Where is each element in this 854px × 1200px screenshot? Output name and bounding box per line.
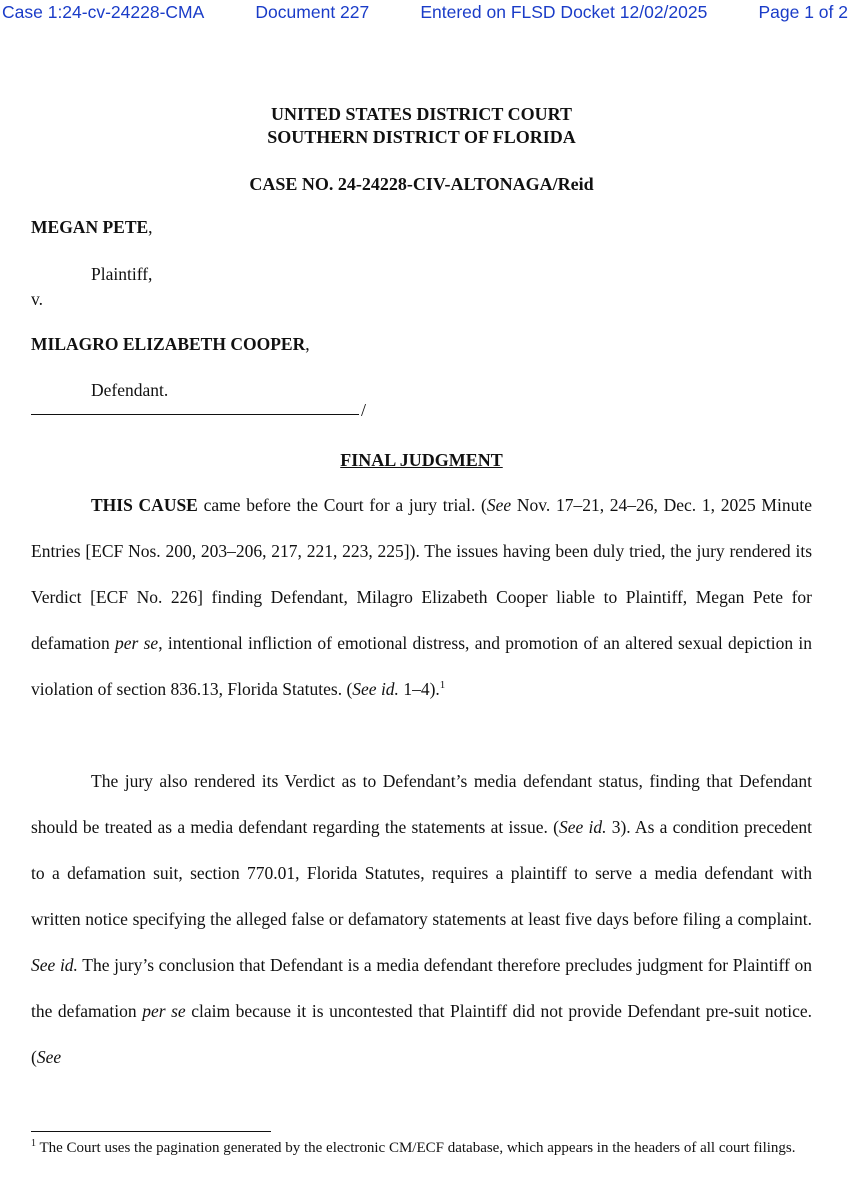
footnote-mark: 1 [31, 1138, 36, 1149]
p2-per-se: per se [142, 1001, 186, 1021]
p1-per-se: per se [115, 633, 159, 653]
plaintiff-comma: , [148, 217, 153, 237]
p2-see-id: See id. [558, 817, 607, 837]
header-case-number: Case 1:24-cv-24228-CMA [2, 2, 205, 22]
case-number: CASE NO. 24-24228-CIV-ALTONAGA/Reid [249, 174, 594, 194]
plaintiff-name-line [31, 217, 153, 238]
p2-text-2: 3). As a condition precedent to a defamation suit, section 770.01, Florida Statutes, requires a plaintiff to serve a media defendant with written notice specifying the alleged false or defamatory statements at least five days before filing a complaint. [31, 817, 812, 929]
p1-text-3: , intentional infliction of emotional distress, and promotion of an altered sexual depiction in violation of section 836.13, Florida Statutes. ( [31, 633, 813, 699]
document-title: FINAL JUDGMENT [340, 450, 503, 470]
plaintiff-role: Plaintiff, [91, 264, 153, 284]
ecf-header [0, 2, 854, 23]
p1-text-1: came before the Court for a jury trial. ( [197, 495, 487, 515]
footnote [31, 1139, 812, 1158]
header-docket-entry: Entered on FLSD Docket 12/02/2025 [420, 2, 708, 22]
p1-text-2: Nov. 17–21, 24–26, Dec. 1, 2025 Minute Entries [ECF Nos. 200, 203–206, 217, 221, 223, 225]). The issues having been duly tried, the jury rendered its Verdict [ECF No. 226] finding Defendant, Milagro Elizabeth Cooper liable to Plaintiff, Megan Pete for defamation [31, 495, 812, 653]
caption-rule [31, 414, 359, 415]
header-document-number: Document 227 [255, 2, 370, 22]
plaintiff-name: MEGAN PETE [31, 217, 149, 237]
versus: v. [31, 289, 43, 309]
p1-see-id: See id. [352, 679, 399, 699]
p2-text-4: claim because it is uncontested that Plaintiff did not provide Defendant pre-suit notice. ( [31, 1001, 812, 1067]
footnote-text: The Court uses the pagination generated by the electronic CM/ECF database, which appears in the headers of all court filings. [36, 1140, 796, 1156]
p2-see: See [36, 1047, 62, 1067]
defendant-name-line [31, 334, 310, 355]
p1-see: See [486, 495, 512, 515]
defendant-role: Defendant. [91, 380, 169, 400]
p2-text-3: The jury’s conclusion that Defendant is a media defendant therefore precludes judgment for Plaintiff on the defamation [31, 955, 812, 1021]
p2-see-id-2: See id. [31, 955, 78, 975]
this-cause: THIS CAUSE [91, 495, 198, 515]
defendant-comma: , [305, 334, 310, 354]
paragraph-2 [31, 758, 812, 1080]
p1-text-4: 1–4). [398, 679, 440, 699]
footnote-reference[interactable]: 1 [439, 679, 446, 691]
defendant-name: MILAGRO ELIZABETH COOPER [31, 334, 306, 354]
court-name-line1: UNITED STATES DISTRICT COURT [271, 104, 572, 124]
p2-text-1: The jury also rendered its Verdict as to Defendant’s media defendant status, finding that Defendant should be treated as a media defendant regarding the statements at issue. ( [31, 771, 812, 837]
paragraph-1 [31, 482, 812, 712]
court-name-line2: SOUTHERN DISTRICT OF FLORIDA [267, 127, 576, 147]
header-page-number: Page 1 of 2 [758, 2, 848, 22]
footnote-rule [31, 1131, 271, 1132]
caption-slash: / [361, 400, 367, 420]
